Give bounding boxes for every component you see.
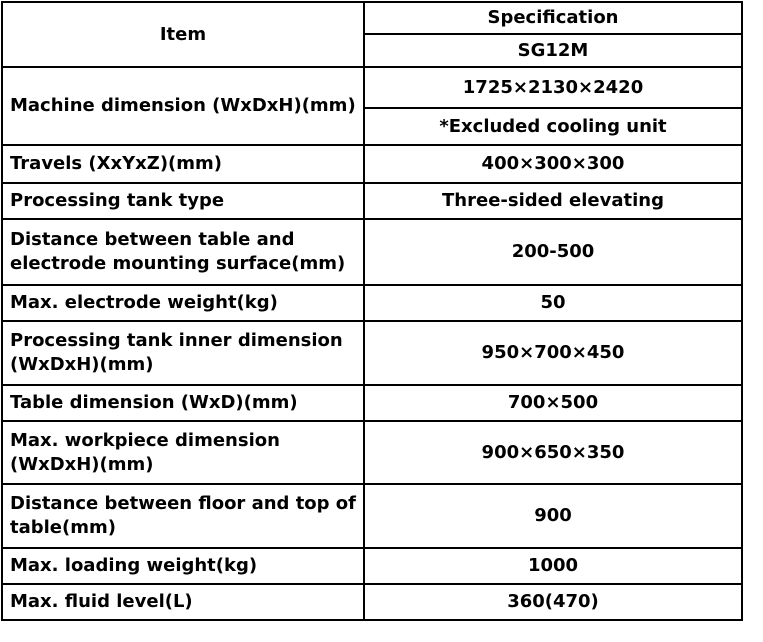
table-row xyxy=(2,321,742,385)
row-label: Processing tank type xyxy=(2,183,364,219)
row-value: 50 xyxy=(364,285,742,321)
row-label: Table dimension (WxD)(mm) xyxy=(2,385,364,421)
table-row xyxy=(2,285,742,321)
row-label: Max. workpiece dimension (WxDxH)(mm) xyxy=(2,421,364,484)
row-label: Distance between table and electrode mounting surface(mm) xyxy=(2,219,364,285)
row-value: 1000 xyxy=(364,548,742,584)
row-label: Processing tank inner dimension (WxDxH)(mm) xyxy=(2,321,364,385)
row-label: Distance between floor and top of table(mm) xyxy=(2,484,364,548)
row-value: Three-sided elevating xyxy=(364,183,742,219)
row-value: 900 xyxy=(364,484,742,548)
item-header: Item xyxy=(2,2,364,67)
row-value: 200-500 xyxy=(364,219,742,285)
row-value: 360(470) xyxy=(364,584,742,620)
specification-table xyxy=(1,1,743,621)
row-label: Max. fluid level(L) xyxy=(2,584,364,620)
table-row xyxy=(2,385,742,421)
row-value: 400×300×300 xyxy=(364,145,742,183)
row-note: *Excluded cooling unit xyxy=(364,108,742,145)
row-label: Machine dimension (WxDxH)(mm) xyxy=(2,67,364,145)
row-value: 950×700×450 xyxy=(364,321,742,385)
table-row xyxy=(2,145,742,183)
table-row xyxy=(2,548,742,584)
row-value: 1725×2130×2420 xyxy=(364,67,742,108)
header-row xyxy=(2,2,742,34)
row-value: 700×500 xyxy=(364,385,742,421)
specification-header: Specification xyxy=(364,2,742,34)
row-value: 900×650×350 xyxy=(364,421,742,484)
table-row xyxy=(2,421,742,484)
row-label: Max. electrode weight(kg) xyxy=(2,285,364,321)
table-row xyxy=(2,219,742,285)
row-label: Travels (XxYxZ)(mm) xyxy=(2,145,364,183)
table-row xyxy=(2,67,742,108)
table-row xyxy=(2,584,742,620)
table-row xyxy=(2,183,742,219)
model-header: SG12M xyxy=(364,34,742,67)
row-label: Max. loading weight(kg) xyxy=(2,548,364,584)
table-row xyxy=(2,484,742,548)
